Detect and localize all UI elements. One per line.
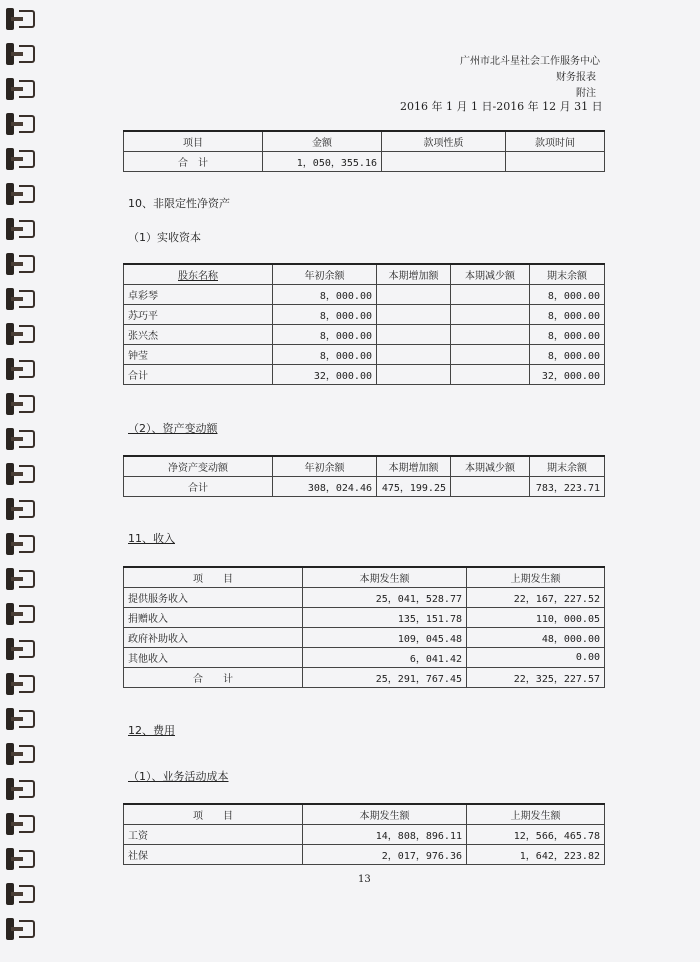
cell: 109，045.48 — [303, 628, 467, 648]
asset-change-table — [123, 455, 605, 497]
table-row — [124, 285, 605, 305]
cell: 48，000.00 — [467, 628, 605, 648]
cell: 308，024.46 — [273, 477, 377, 497]
col-header: 款项性质 — [382, 131, 506, 152]
cell: 1，050，355.16 — [263, 152, 382, 172]
binding-ring — [6, 463, 36, 485]
col-header: 上期发生额 — [467, 804, 605, 825]
binding-ring — [6, 43, 36, 65]
table-row — [124, 628, 605, 648]
col-header: 项 目 — [124, 567, 303, 588]
capital-table — [123, 263, 605, 385]
col-header: 股东名称 — [124, 264, 273, 285]
cell: 8，000.00 — [273, 345, 377, 365]
table-row — [124, 345, 605, 365]
binding-ring — [6, 813, 36, 835]
col-header: 金额 — [263, 131, 382, 152]
section-12-sub1: （1）、业务活动成本 — [128, 770, 229, 783]
cell: 合计 — [124, 365, 273, 385]
col-header: 期末余额 — [530, 456, 605, 477]
binding-ring — [6, 428, 36, 450]
cell: 475，199.25 — [377, 477, 451, 497]
binding-ring — [6, 673, 36, 695]
cell: 捐赠收入 — [124, 608, 303, 628]
cell: 110，000.05 — [467, 608, 605, 628]
cell: 14，808，896.11 — [303, 825, 467, 845]
cell — [451, 285, 530, 305]
binding-ring — [6, 743, 36, 765]
col-header: 净资产变动额 — [124, 456, 273, 477]
cost-table — [123, 803, 605, 865]
table-row — [124, 325, 605, 345]
table-row — [124, 365, 605, 385]
cell: 苏巧平 — [124, 305, 273, 325]
cell: 783，223.71 — [530, 477, 605, 497]
cell — [377, 325, 451, 345]
binding-ring — [6, 918, 36, 940]
col-header: 本期减少额 — [451, 456, 530, 477]
income-table — [123, 566, 605, 688]
cell: 32，000.00 — [530, 365, 605, 385]
cell: 钟莹 — [124, 345, 273, 365]
section-11-title: 11、收入 — [128, 532, 175, 545]
binding-ring — [6, 148, 36, 170]
cell: 张兴杰 — [124, 325, 273, 345]
cell: 22，167，227.52 — [467, 588, 605, 608]
binding-ring — [6, 393, 36, 415]
report-title: 财务报表 — [556, 72, 596, 83]
table-row — [124, 152, 605, 172]
cell: 其他收入 — [124, 648, 303, 668]
page-number: 13 — [358, 874, 371, 885]
cell — [377, 345, 451, 365]
table-row — [124, 477, 605, 497]
col-header: 年初余额 — [273, 264, 377, 285]
cell: 8，000.00 — [530, 325, 605, 345]
col-header: 本期增加额 — [377, 456, 451, 477]
note-label: 附注 — [576, 88, 596, 99]
section-10-title: 10、非限定性净资产 — [128, 197, 230, 210]
binding-rings — [0, 0, 40, 962]
col-header: 项目 — [124, 131, 263, 152]
cell: 6，041.42 — [303, 648, 467, 668]
binding-ring — [6, 603, 36, 625]
binding-ring — [6, 708, 36, 730]
cell: 政府补助收入 — [124, 628, 303, 648]
binding-ring — [6, 498, 36, 520]
table-row — [124, 668, 605, 688]
cell: 25，291，767.45 — [303, 668, 467, 688]
binding-ring — [6, 848, 36, 870]
col-header: 上期发生额 — [467, 567, 605, 588]
cell: 合 计 — [124, 152, 263, 172]
binding-ring — [6, 78, 36, 100]
section-12-title: 12、费用 — [128, 724, 175, 737]
binding-ring — [6, 883, 36, 905]
cell — [451, 365, 530, 385]
table-row — [124, 845, 605, 865]
cell: 8，000.00 — [530, 345, 605, 365]
org-name: 广州市北斗星社会工作服务中心 — [460, 56, 600, 67]
binding-ring — [6, 8, 36, 30]
binding-ring — [6, 218, 36, 240]
col-header: 本期发生额 — [303, 804, 467, 825]
cell: 合 计 — [124, 668, 303, 688]
cell: 8，000.00 — [530, 305, 605, 325]
report-period: 2016 年 1 月 1 日-2016 年 12 月 31 日 — [400, 100, 603, 113]
col-header: 年初余额 — [273, 456, 377, 477]
col-header: 项 目 — [124, 804, 303, 825]
col-header: 本期增加额 — [377, 264, 451, 285]
col-header: 期末余额 — [530, 264, 605, 285]
cell — [451, 305, 530, 325]
cell: 1，642，223.82 — [467, 845, 605, 865]
table-row — [124, 588, 605, 608]
cell: 25，041，528.77 — [303, 588, 467, 608]
cell: 135，151.78 — [303, 608, 467, 628]
cell — [382, 152, 506, 172]
table-row — [124, 648, 605, 668]
top-table — [123, 130, 605, 172]
col-header: 本期发生额 — [303, 567, 467, 588]
cell: 8，000.00 — [273, 305, 377, 325]
binding-ring — [6, 323, 36, 345]
section-10-sub1: （1）实收资本 — [128, 231, 201, 244]
cell: 22，325，227.57 — [467, 668, 605, 688]
table-row — [124, 825, 605, 845]
cell — [451, 477, 530, 497]
binding-ring — [6, 638, 36, 660]
binding-ring — [6, 113, 36, 135]
binding-ring — [6, 253, 36, 275]
cell: 8，000.00 — [530, 285, 605, 305]
cell: 工资 — [124, 825, 303, 845]
binding-ring — [6, 533, 36, 555]
binding-ring — [6, 568, 36, 590]
cell — [451, 325, 530, 345]
cell: 提供服务收入 — [124, 588, 303, 608]
cell: 12，566，465.78 — [467, 825, 605, 845]
cell — [377, 305, 451, 325]
col-header: 本期减少额 — [451, 264, 530, 285]
cell — [506, 152, 605, 172]
table-row — [124, 305, 605, 325]
cell: 合计 — [124, 477, 273, 497]
cell: 卓彩琴 — [124, 285, 273, 305]
binding-ring — [6, 183, 36, 205]
binding-ring — [6, 358, 36, 380]
binding-ring — [6, 778, 36, 800]
cell: 社保 — [124, 845, 303, 865]
binding-ring — [6, 288, 36, 310]
section-10-sub2: （2）、资产变动额 — [128, 422, 218, 435]
cell: 8，000.00 — [273, 325, 377, 345]
cell: 0.00 — [467, 648, 605, 668]
cell — [451, 345, 530, 365]
col-header: 款项时间 — [506, 131, 605, 152]
cell: 32，000.00 — [273, 365, 377, 385]
cell: 8，000.00 — [273, 285, 377, 305]
table-row — [124, 608, 605, 628]
cell — [377, 365, 451, 385]
cell — [377, 285, 451, 305]
cell: 2，017，976.36 — [303, 845, 467, 865]
